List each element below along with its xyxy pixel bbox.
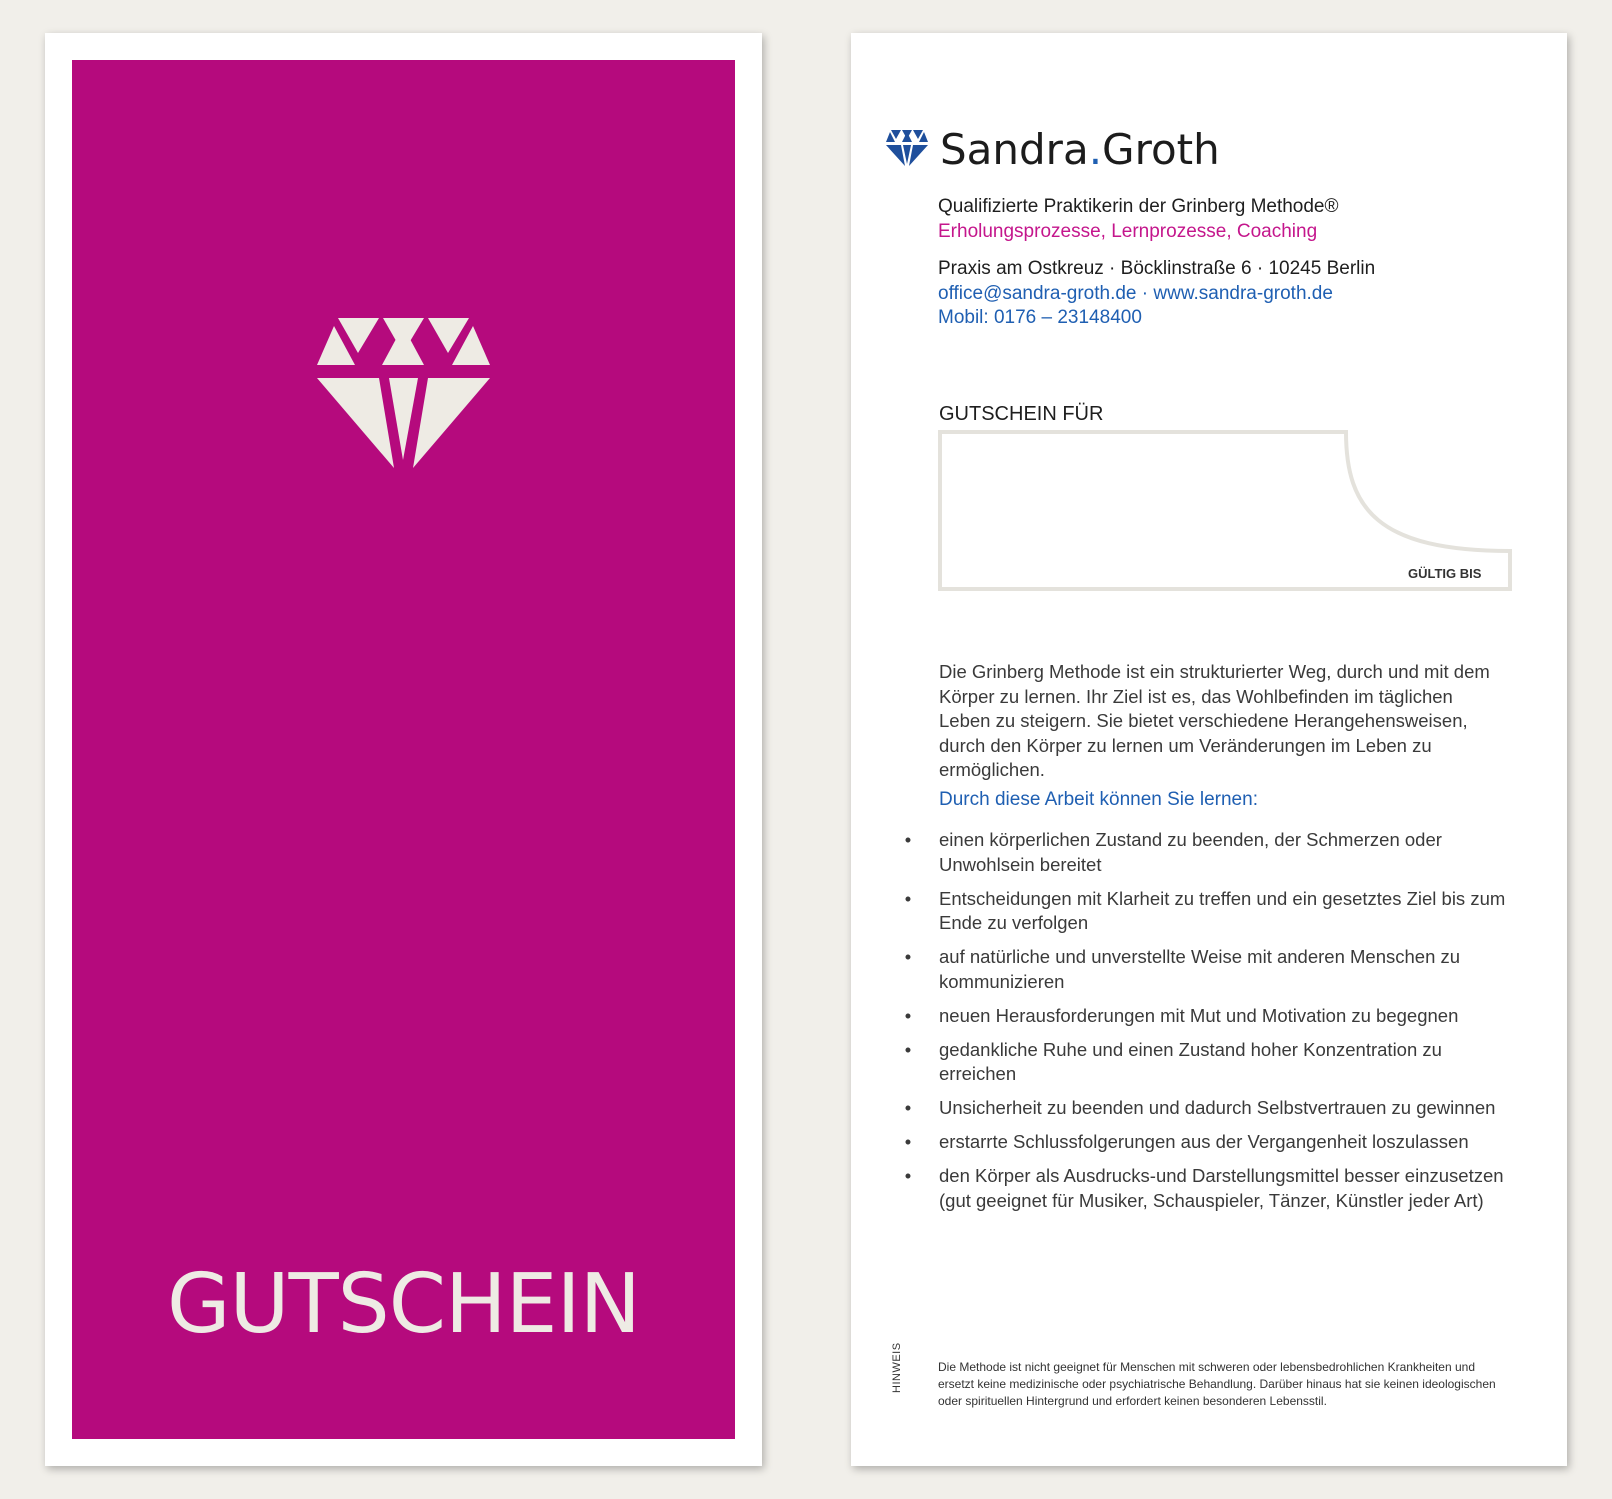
intro-paragraph: Die Grinberg Methode ist ein strukturierter Weg, durch und mit dem Körper zu lernen. Ihr Ziel ist es, das Wohlbefinden im täglichen Leben zu steigern. Sie bietet verschiedene Herangehensweisen, durch den Körper zu lernen um Veränderungen im Leben zu ermöglichen. xyxy=(939,661,1490,780)
hint-text: Die Methode ist nicht geeignet für Menschen mit schweren oder lebensbedrohlichen Krankheiten und ersetzt keine medizinische oder psychiatrische Behandlung. Darüber hinaus hat sie keinen ideologischen oder spirituellen Hintergrund und erfordert keinen besonderen Lebensstil. xyxy=(938,1360,1496,1408)
list-item: • Entscheidungen mit Klarheit zu treffen und ein gesetztes Ziel bis zum Ende zu verfolgen xyxy=(904,887,1506,933)
list-item: • erstarrte Schlussfolgerungen aus der Vergangenheit loszulassen xyxy=(904,1131,1469,1152)
valid-until-label: GÜLTIG BIS xyxy=(1408,566,1482,581)
list-item: • gedankliche Ruhe und einen Zustand hoher Konzentration zu erreichen xyxy=(904,1038,1442,1084)
brand-logo xyxy=(886,123,1220,175)
list-item: • Unsicherheit zu beenden und dadurch Selbstvertrauen zu gewinnen xyxy=(904,1097,1496,1118)
list-item: • den Körper als Ausdrucks-und Darstellungsmittel besser einzusetzen (gut geeignet für Musiker, Schauspieler, Tänzer, Künstler jeder Art) xyxy=(904,1165,1504,1211)
list-item: • neuen Herausforderungen mit Mut und Motivation zu begegnen xyxy=(904,1004,1459,1026)
diamond-icon xyxy=(886,130,928,168)
list-item: • einen körperlichen Zustand zu beenden, der Schmerzen oder Unwohlsein bereitet xyxy=(904,829,1442,875)
hint-label: HINWEIS xyxy=(891,1342,903,1393)
diamond-icon xyxy=(317,318,490,473)
brand-name: Sandra.Groth xyxy=(940,124,1220,174)
benefits-list xyxy=(903,828,1513,1223)
front-panel xyxy=(72,60,735,1439)
voucher-front-card xyxy=(45,33,762,1466)
address-text: Praxis am Ostkreuz · Böcklinstraße 6 · 10245 Berlin xyxy=(938,258,1376,279)
list-heading: Durch diese Arbeit können Sie lernen: xyxy=(939,789,1258,810)
list-item: • auf natürliche und unverstellte Weise mit anderen Menschen zu kommunizieren xyxy=(904,946,1461,992)
contact-links[interactable]: office@sandra-groth.de · www.sandra-groth.de xyxy=(938,283,1333,304)
services-text: Erholungsprozesse, Lernprozesse, Coaching xyxy=(938,221,1318,242)
qualification-text: Qualifizierte Praktikerin der Grinberg Methode® xyxy=(938,196,1339,217)
voucher-for-label: GUTSCHEIN FÜR xyxy=(939,403,1104,425)
voucher-back-card xyxy=(851,33,1567,1466)
voucher-title: GUTSCHEIN xyxy=(167,1257,640,1352)
phone-text: Mobil: 0176 – 23148400 xyxy=(938,307,1142,328)
